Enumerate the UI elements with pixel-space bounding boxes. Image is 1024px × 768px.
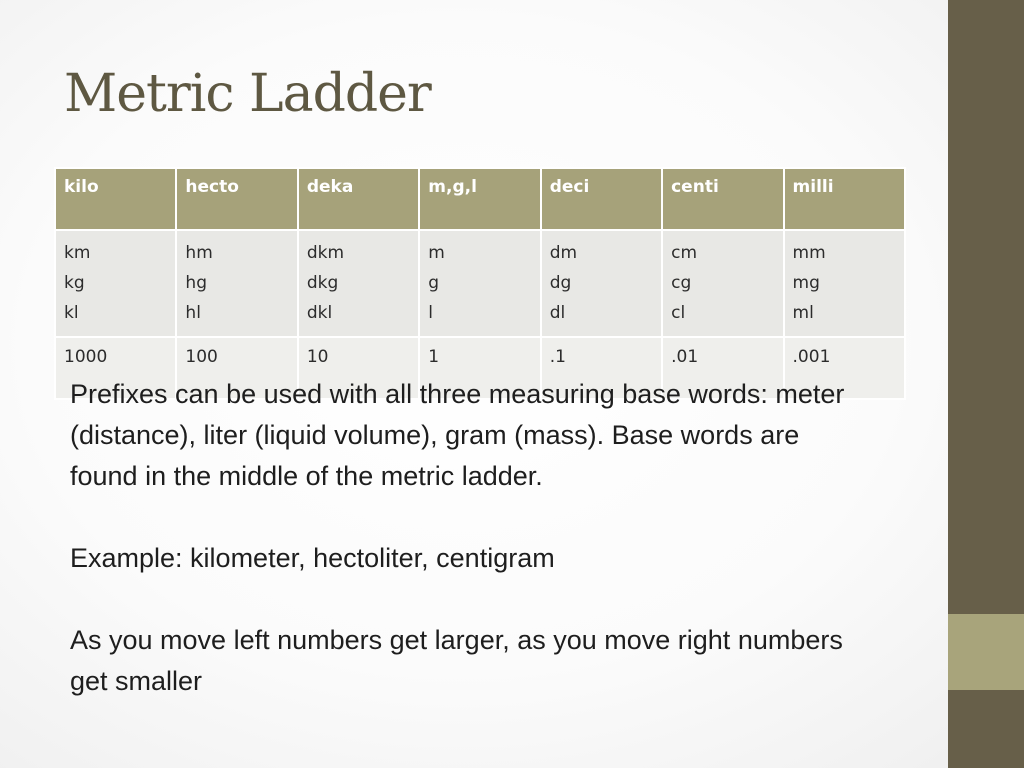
unit-dg: dg bbox=[549, 273, 572, 293]
unit-dl: dl bbox=[549, 303, 566, 323]
slide-title: Metric Ladder bbox=[64, 64, 431, 124]
table-row-units bbox=[55, 230, 905, 337]
unit-dkl: dkl bbox=[306, 303, 333, 323]
unit-dm: dm bbox=[549, 243, 578, 263]
unit-g: g bbox=[428, 273, 440, 293]
unit-l: l bbox=[428, 303, 433, 323]
unit-hg: hg bbox=[185, 273, 207, 293]
value-deci: .1 bbox=[541, 337, 662, 399]
unit-ml: ml bbox=[792, 303, 814, 323]
metric-ladder-table bbox=[54, 167, 906, 400]
value-centi: .01 bbox=[662, 337, 783, 399]
paragraph-example: Example: kilometer, hectoliter, centigram bbox=[70, 543, 555, 573]
header-kilo: kilo bbox=[55, 168, 176, 230]
unit-hl: hl bbox=[185, 303, 201, 323]
table-header-row bbox=[55, 168, 905, 230]
value-milli: .001 bbox=[784, 337, 905, 399]
header-deci: deci bbox=[541, 168, 662, 230]
header-milli: milli bbox=[784, 168, 905, 230]
unit-cm: cm bbox=[671, 243, 698, 263]
units-cell-milli bbox=[784, 230, 905, 337]
header-hecto: hecto bbox=[176, 168, 297, 230]
value-deka: 10 bbox=[298, 337, 419, 399]
unit-hm: hm bbox=[185, 243, 213, 263]
unit-mg: mg bbox=[792, 273, 820, 293]
units-cell-kilo bbox=[55, 230, 176, 337]
units-cell-deka bbox=[298, 230, 419, 337]
units-cell-hecto bbox=[176, 230, 297, 337]
unit-mm: mm bbox=[792, 243, 826, 263]
unit-dkm: dkm bbox=[306, 243, 345, 263]
value-kilo: 1000 bbox=[55, 337, 176, 399]
value-base: 1 bbox=[419, 337, 540, 399]
unit-dkg: dkg bbox=[306, 273, 339, 293]
unit-cl: cl bbox=[671, 303, 686, 323]
header-deka: deka bbox=[298, 168, 419, 230]
slide-body-text bbox=[70, 374, 870, 702]
value-hecto: 100 bbox=[176, 337, 297, 399]
header-base: m,g,l bbox=[419, 168, 540, 230]
units-cell-base bbox=[419, 230, 540, 337]
unit-m: m bbox=[428, 243, 445, 263]
side-accent-block bbox=[948, 614, 1024, 690]
unit-cg: cg bbox=[671, 273, 692, 293]
header-centi: centi bbox=[662, 168, 783, 230]
units-cell-deci bbox=[541, 230, 662, 337]
paragraph-prefixes: Prefixes can be used with all three measuring base words: meter (distance), liter (liquid volume), gram (mass). Base words are found in the middle of the metric ladder. bbox=[70, 379, 845, 491]
unit-kg: kg bbox=[64, 273, 85, 293]
unit-km: km bbox=[64, 243, 91, 263]
paragraph-direction: As you move left numbers get larger, as you move right numbers get smaller bbox=[70, 625, 843, 696]
unit-kl: kl bbox=[64, 303, 79, 323]
units-cell-centi bbox=[662, 230, 783, 337]
